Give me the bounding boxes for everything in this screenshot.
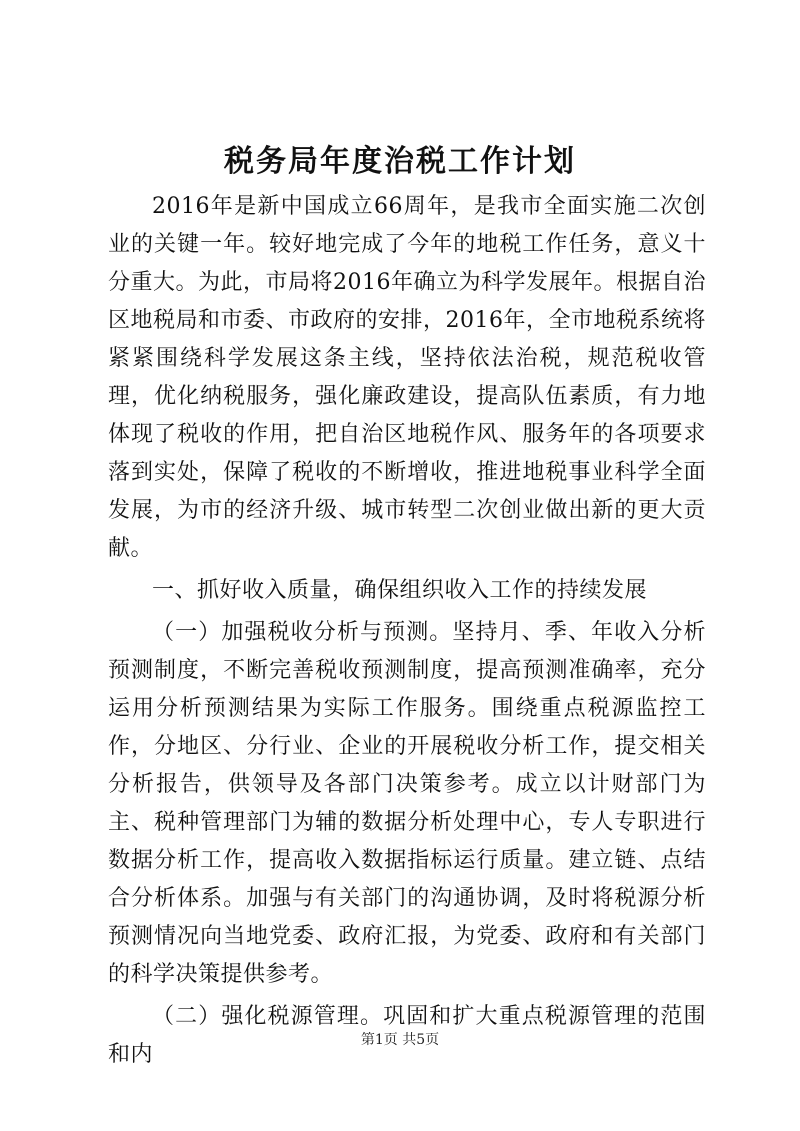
section-heading-1: 一、抓好收入质量，确保组织收入工作的持续发展 — [152, 578, 648, 603]
document-body — [108, 188, 706, 1074]
paragraph-tax-source: （二）强化税源管理。巩固和扩大重点税源管理的范围和内 — [108, 1004, 706, 1067]
paragraph-tax-analysis: （一）加强税收分析与预测。坚持月、季、年收入分析预测制度，不断完善税收预测制度，提高预测准确率，充分运用分析预测结果为实际工作服务。围绕重点税源监控工作，分地区、分行业、企业的开展税收分析工作，提交相关分析报告，供领导及各部门决策参考。成立以计财部门为主、税种管理部门为辅的数据分析处理中心，专人专职进行数据分析工作，提高收入数据指标运行质量。建立链、点结合分析体系。加强与有关部门的沟通协调，及时将税源分析预测情况向当地党委、政府汇报，为党委、政府和有关部门的科学决策提供参考。 — [108, 620, 706, 987]
page-number-footer: 第1页 共5页 — [360, 1032, 440, 1048]
document-title: 税务局年度治税工作计划 — [224, 144, 576, 179]
paragraph-intro: 2016年是新中国成立66周年，是我市全面实施二次创业的关键一年。较好地完成了今年的地税工作任务，意义十分重大。为此，市局将2016年确立为科学发展年。根据自治区地税局和市委、市政府的安排，2016年，全市地税系统将紧紧围绕科学发展这条主线，坚持依法治税，规范税收管理，优化纳税服务，强化廉政建设，提高队伍素质，有力地体现了税收的作用，把自治区地税作风、服务年的各项要求落到实处，保障了税收的不断增收，推进地税事业科学全面发展，为市的经济升级、城市转型二次创业做出新的更大贡献。 — [108, 194, 706, 561]
